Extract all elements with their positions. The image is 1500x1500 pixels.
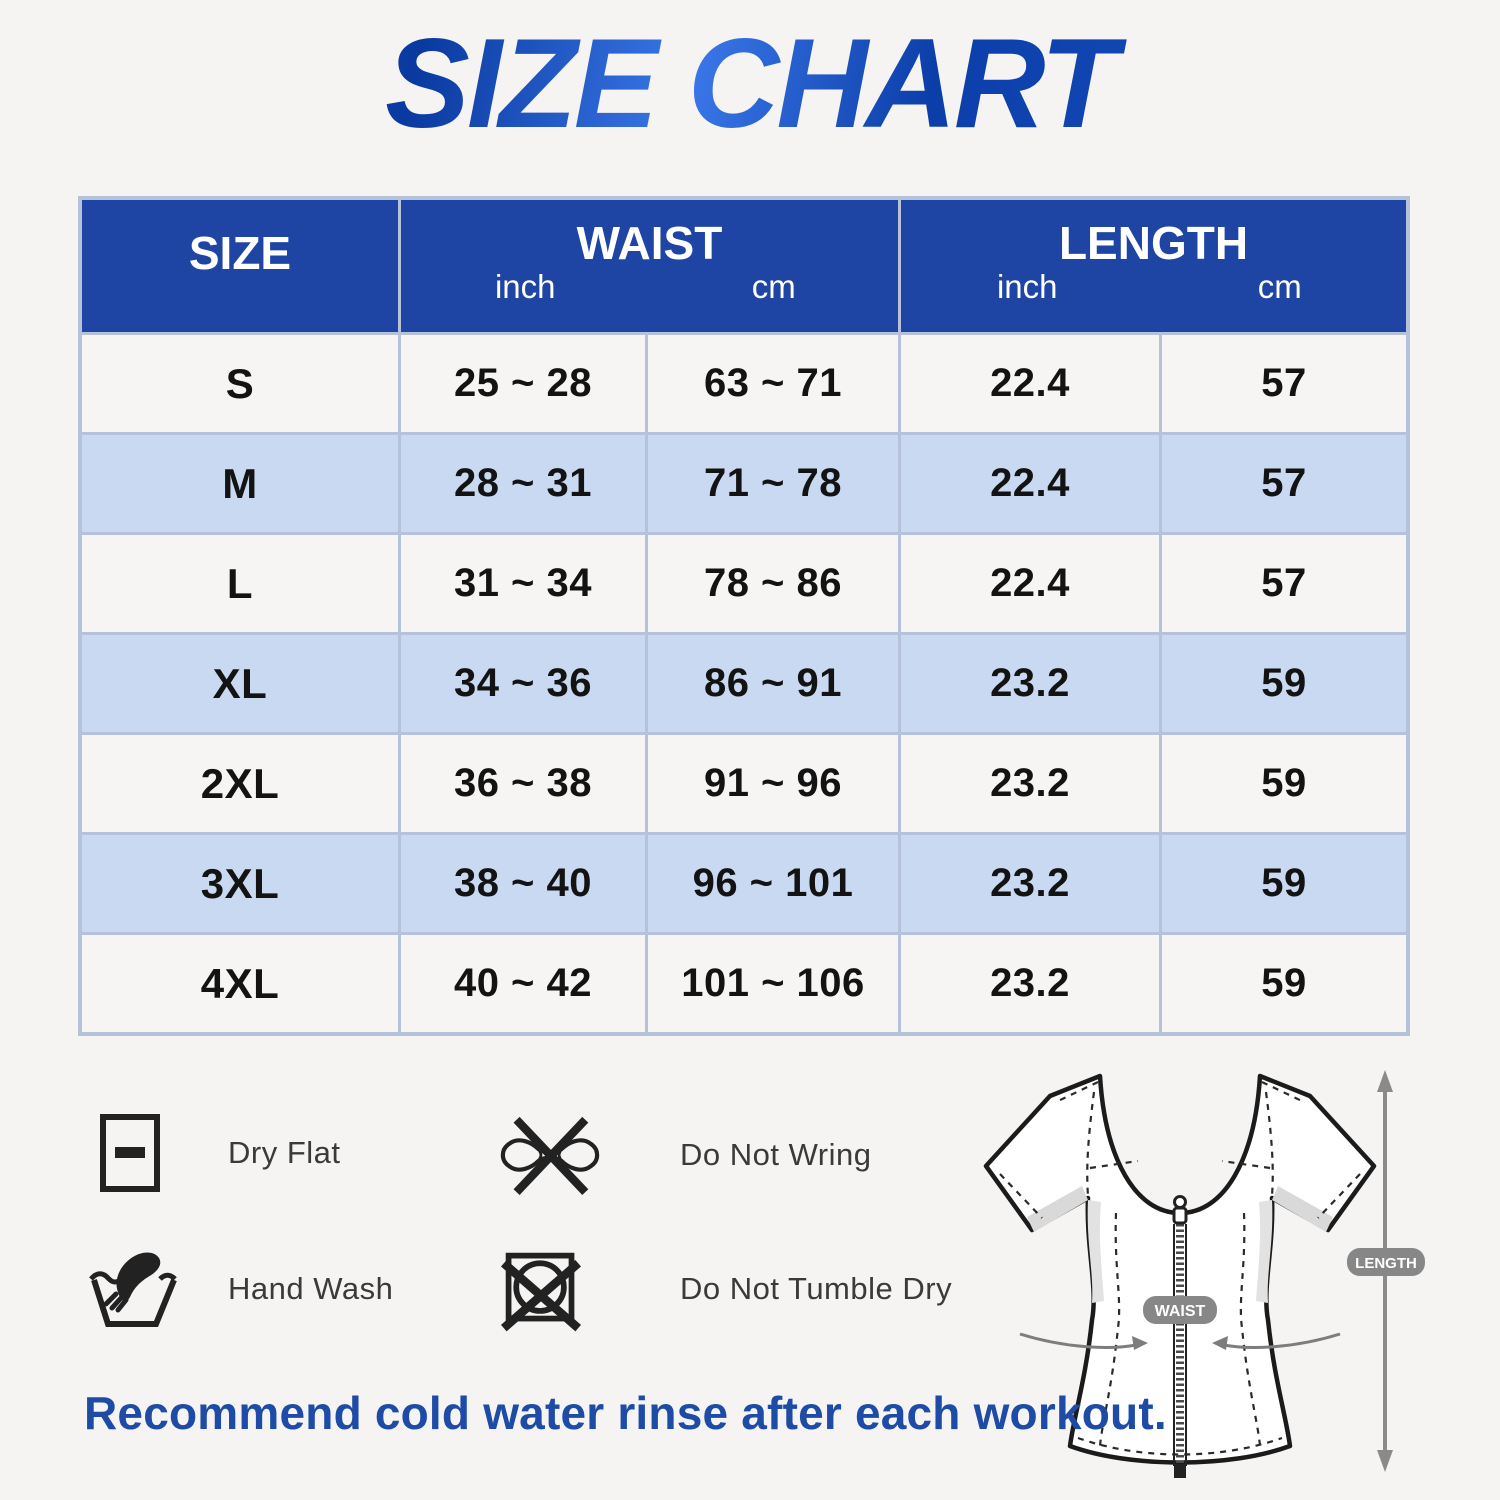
dry-flat-icon (98, 1112, 162, 1194)
cell-length-inch: 22.4 (901, 435, 1159, 532)
do-not-wring-icon (498, 1112, 602, 1198)
length-unit-inch: inch (996, 268, 1058, 305)
do-not-tumble-dry-icon (500, 1244, 582, 1334)
cell-waist-inch: 25 ~ 28 (401, 335, 645, 432)
cell-size: XL (82, 635, 398, 732)
waist-badge-label: WAIST (1154, 1303, 1206, 1320)
column-header-waist (401, 200, 898, 332)
care-item-dry-flat (98, 1112, 341, 1194)
cell-length-cm: 59 (1162, 735, 1406, 832)
footer-note: Recommend cold water rinse after each workout. (84, 1387, 1167, 1439)
cell-length-inch: 23.2 (901, 635, 1159, 732)
care-label: Hand Wash (228, 1271, 394, 1306)
care-label: Do Not Wring (680, 1137, 872, 1172)
care-label: Dry Flat (228, 1135, 341, 1170)
cell-waist-cm: 71 ~ 78 (648, 435, 898, 532)
column-header-size: SIZE (82, 200, 398, 332)
cell-waist-inch: 40 ~ 42 (401, 935, 645, 1032)
cell-waist-inch: 28 ~ 31 (401, 435, 645, 532)
waist-unit-inch: inch (494, 268, 556, 305)
length-header-label: LENGTH (1058, 217, 1249, 269)
waist-unit-cm: cm (751, 268, 796, 305)
column-header-length (901, 200, 1406, 332)
care-label: Do Not Tumble Dry (680, 1271, 953, 1306)
length-units (901, 268, 1406, 306)
care-item-do-not-tumble-dry (500, 1244, 952, 1334)
length-unit-cm: cm (1257, 268, 1302, 305)
cell-length-inch: 23.2 (901, 835, 1159, 932)
care-item-hand-wash (88, 1246, 393, 1332)
cell-waist-cm: 91 ~ 96 (648, 735, 898, 832)
cell-length-inch: 23.2 (901, 735, 1159, 832)
cell-length-inch: 22.4 (901, 535, 1159, 632)
length-badge-label: LENGTH (1355, 1255, 1417, 1272)
cell-waist-cm: 101 ~ 106 (648, 935, 898, 1032)
length-measure (1347, 1070, 1425, 1472)
cell-waist-cm: 63 ~ 71 (648, 335, 898, 432)
waist-units (401, 268, 898, 306)
hand-wash-icon (88, 1246, 180, 1332)
cell-waist-inch: 34 ~ 36 (401, 635, 645, 732)
cell-waist-cm: 96 ~ 101 (648, 835, 898, 932)
care-item-do-not-wring (498, 1112, 872, 1198)
cell-length-inch: 23.2 (901, 935, 1159, 1032)
cell-waist-cm: 86 ~ 91 (648, 635, 898, 732)
cell-length-cm: 59 (1162, 935, 1406, 1032)
cell-size: 4XL (82, 935, 398, 1032)
cell-size: S (82, 335, 398, 432)
cell-length-cm: 57 (1162, 535, 1406, 632)
cell-length-cm: 59 (1162, 835, 1406, 932)
waist-header-label: WAIST (576, 217, 723, 269)
size-table (78, 196, 1410, 1036)
cell-waist-inch: 31 ~ 34 (401, 535, 645, 632)
cell-size: L (82, 535, 398, 632)
cell-length-cm: 57 (1162, 335, 1406, 432)
cell-size: 2XL (82, 735, 398, 832)
cell-length-inch: 22.4 (901, 335, 1159, 432)
cell-waist-inch: 38 ~ 40 (401, 835, 645, 932)
page-title: SIZE CHART (0, 14, 1500, 154)
cell-size: M (82, 435, 398, 532)
cell-length-cm: 57 (1162, 435, 1406, 532)
cell-length-cm: 59 (1162, 635, 1406, 732)
cell-waist-inch: 36 ~ 38 (401, 735, 645, 832)
cell-waist-cm: 78 ~ 86 (648, 535, 898, 632)
cell-size: 3XL (82, 835, 398, 932)
